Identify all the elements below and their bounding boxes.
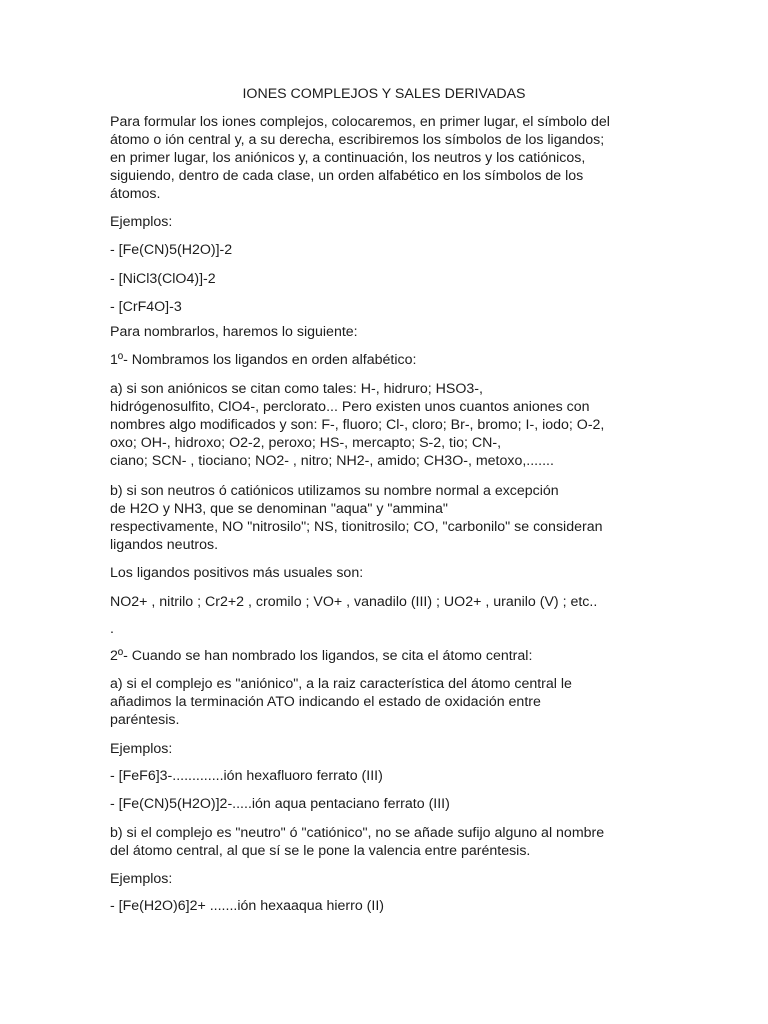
anionic-ligands-paragraph: a) si son aniónicos se citan como tales: H-, hidruro; HSO3-, hidrógenosulfito, ClO4-, perclorato... Pero existen unos cuantos aniones con nombres algo modificados y son: F-, fluoro; Cl-, cloro; Br-, bromo; I-, iodo; O-2, oxo; OH-, hidroxo; O2-2, peroxo; HS-, mercapto; S-2, tio; CN-, ciano; SCN- , tiociano; NO2- , nitro; NH2-, amido; CH3O-, metoxo,....... [110,381,605,469]
example-item: - [Fe(CN)5(H2O)]-2 [110,242,233,258]
example-item: - [CrF4O]-3 [110,299,182,315]
step-two-heading: 2º- Cuando se han nombrado los ligandos, se cita el átomo central: [110,648,533,664]
positive-ligands-list: NO2+ , nitrilo ; Cr2+2 , cromilo ; VO+ , vanadilo (III) ; UO2+ , uranilo (V) ; etc.. [110,594,598,610]
examples-heading: Ejemplos: [110,741,173,757]
neutral-ligands-paragraph: b) si son neutros ó catiónicos utilizamos su nombre normal a excepción de H2O y NH3, que se denominan "aqua" y "ammina" respectivamente, NO "nitrosilo"; NS, tionitrosilo; CO, "carbonilo" se consideran ligandos neutros. [110,483,603,553]
example-item: - [FeF6]3-.............ión hexafluoro ferrato (III) [110,768,383,784]
anionic-complex-paragraph: a) si el complejo es "aniónico", a la raiz característica del átomo central le añadimos la terminación ATO indicando el estado de oxidación entre paréntesis. [110,676,572,728]
example-item: - [NiCl3(ClO4)]-2 [110,271,216,287]
step-one-heading: 1º- Nombramos los ligandos en orden alfabético: [110,352,417,368]
example-item: - [Fe(H2O)6]2+ .......ión hexaaqua hierro (II) [110,898,385,914]
intro-paragraph: Para formular los iones complejos, colocaremos, en primer lugar, el símbolo del átomo o ión central y, a su derecha, escribiremos los símbolos de los ligandos; en primer lugar, los aniónicos y, a continuación, los neutros y los catiónicos, siguiendo, dentro de cada clase, un orden alfabético en los símbolos de los átomos. [110,114,610,202]
examples-heading: Ejemplos: [110,871,173,887]
examples-heading: Ejemplos: [110,214,173,230]
document-title: IONES COMPLEJOS Y SALES DERIVADAS [242,86,526,102]
positive-ligands-heading: Los ligandos positivos más usuales son: [110,565,364,581]
example-item: - [Fe(CN)5(H2O)]2-.....ión aqua pentaciano ferrato (III) [110,796,450,812]
neutral-complex-paragraph: b) si el complejo es "neutro" ó "catiónico", no se añade sufijo alguno al nombre del átomo central, al que sí se le pone la valencia entre paréntesis. [110,825,605,859]
naming-intro: Para nombrarlos, haremos lo siguiente: [110,324,358,340]
stray-period: . [110,621,114,637]
